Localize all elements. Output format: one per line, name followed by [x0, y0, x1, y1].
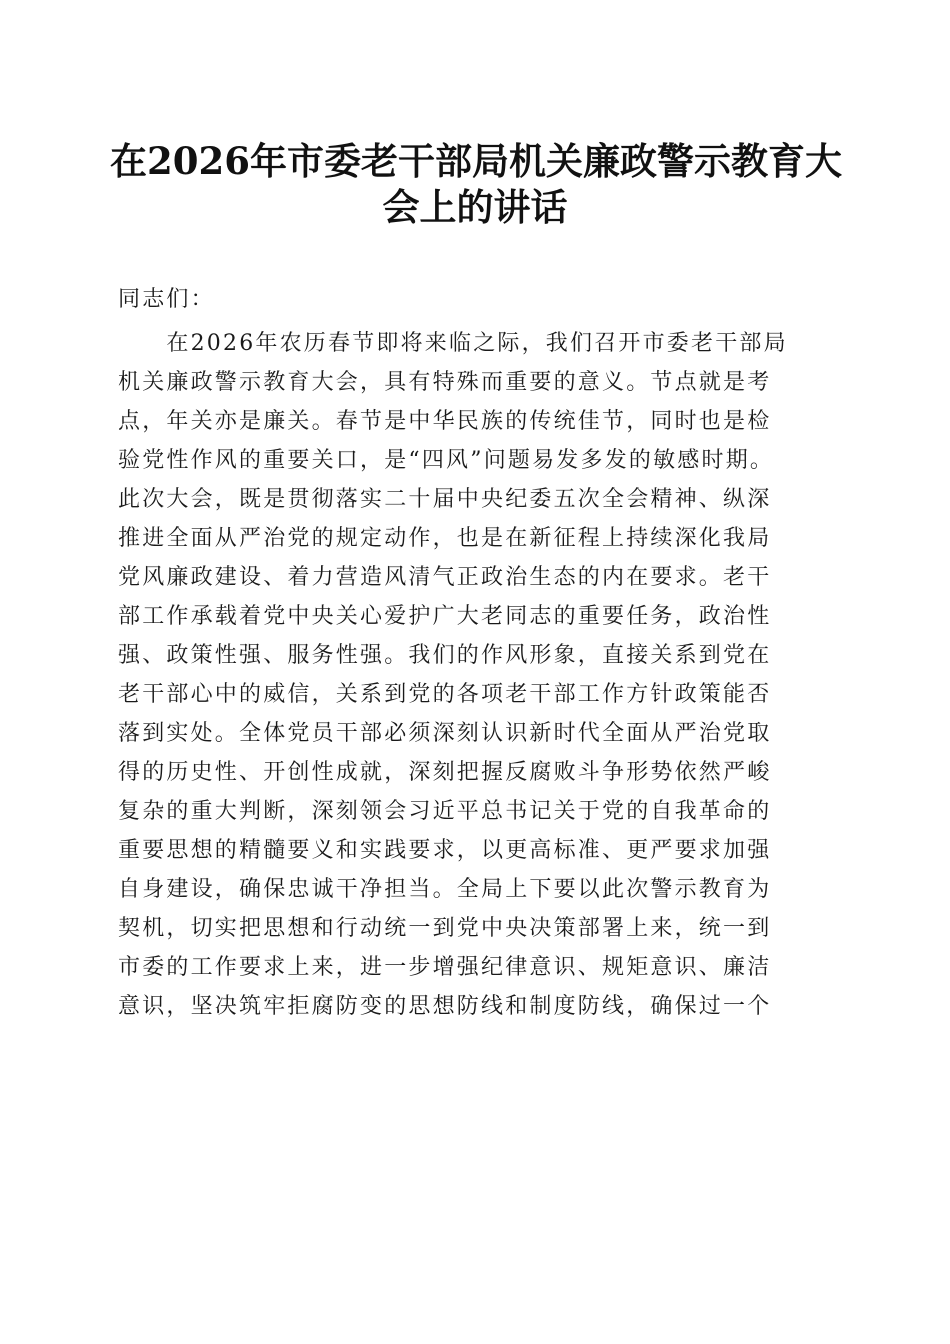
document-body — [118, 280, 838, 1026]
title-line-1: 在2026年市委老干部局机关廉政警示教育大 — [110, 139, 842, 183]
paragraph-line: 推进全面从严治党的规定动作，也是在新征程上持续深化我局 — [118, 526, 772, 551]
paragraph-line: 老干部心中的威信，关系到党的各项老干部工作方针政策能否 — [118, 682, 772, 707]
paragraph-line: 点，年关亦是廉关。春节是中华民族的传统佳节，同时也是检 — [118, 409, 772, 434]
greeting: 同志们： — [118, 287, 215, 312]
paragraph-line: 重要思想的精髓要义和实践要求，以更高标准、更严要求加强 — [118, 838, 772, 863]
paragraph-line: 复杂的重大判断，深刻领会习近平总书记关于党的自我革命的 — [118, 799, 772, 824]
paragraph-line: 党风廉政建设、着力营造风清气正政治生态的内在要求。老干 — [118, 565, 772, 590]
paragraph-line: 机关廉政警示教育大会，具有特殊而重要的意义。节点就是考 — [118, 370, 772, 395]
paragraph-line: 得的历史性、开创性成就，深刻把握反腐败斗争形势依然严峻 — [118, 760, 772, 785]
paragraph-line: 契机，切实把思想和行动统一到党中央决策部署上来，统一到 — [118, 916, 772, 941]
paragraph-line: 验党性作风的重要关口，是“四风”问题易发多发的敏感时期。 — [118, 448, 775, 473]
paragraph-line: 市委的工作要求上来，进一步增强纪律意识、规矩意识、廉洁 — [118, 955, 772, 980]
paragraph-line: 自身建设，确保忠诚干净担当。全局上下要以此次警示教育为 — [118, 877, 772, 902]
paragraph-line: 在2026年农历春节即将来临之际，我们召开市委老干部局 — [118, 331, 788, 356]
title-line-2: 会上的讲话 — [382, 185, 568, 229]
paragraph-line: 强、政策性强、服务性强。我们的作风形象，直接关系到党在 — [118, 643, 772, 668]
paragraph-line: 落到实处。全体党员干部必须深刻认识新时代全面从严治党取 — [118, 721, 772, 746]
paragraph-line: 此次大会，既是贯彻落实二十届中央纪委五次全会精神、纵深 — [118, 487, 772, 512]
document-title — [110, 138, 840, 230]
paragraph-line: 部工作承载着党中央关心爱护广大老同志的重要任务，政治性 — [118, 604, 772, 629]
paragraph-line: 意识，坚决筑牢拒腐防变的思想防线和制度防线，确保过一个 — [118, 994, 772, 1019]
